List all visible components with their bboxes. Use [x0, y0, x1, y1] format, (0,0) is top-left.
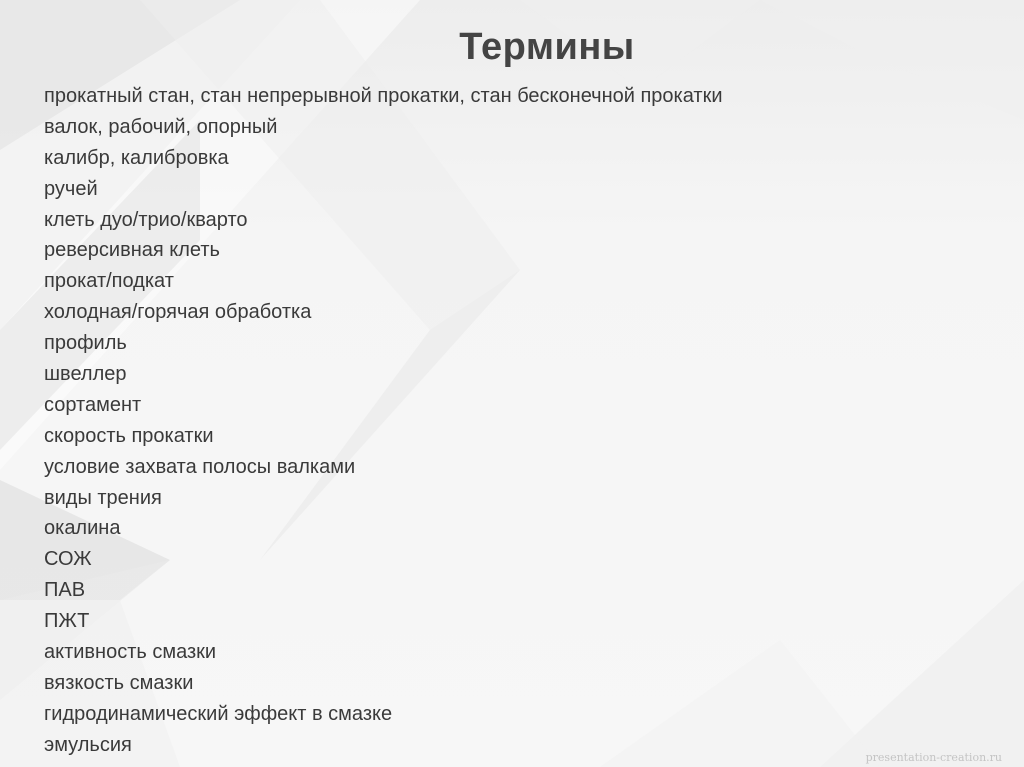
term-item: прокатный стан, стан непрерывной прокатки, стан бесконечной прокатки: [44, 85, 723, 107]
term-item: эмульсия: [44, 733, 132, 756]
term-item: сортамент: [44, 393, 142, 416]
term-item: клеть дуо/трио/кварто: [44, 208, 248, 231]
term-item: гидродинамический эффект в смазке: [44, 702, 393, 725]
term-item: СОЖ: [44, 548, 92, 571]
watermark-text: presentation-creation.ru: [865, 751, 1002, 764]
term-item: калибр, калибровка: [44, 146, 229, 169]
term-item: окалина: [44, 517, 121, 540]
term-item: профиль: [44, 332, 127, 355]
slide-title: Термины: [459, 26, 635, 68]
term-item: скорость прокатки: [44, 424, 214, 447]
term-item: реверсивная клеть: [44, 239, 220, 262]
term-item: вязкость смазки: [44, 671, 194, 694]
term-item: холодная/горячая обработка: [44, 301, 312, 324]
term-item: активность смазки: [44, 641, 217, 664]
term-item: прокат/подкат: [44, 270, 174, 293]
term-item: виды трения: [44, 486, 162, 509]
term-item: ПЖТ: [44, 610, 90, 633]
term-item: ПАВ: [44, 579, 86, 602]
term-item: ручей: [44, 177, 98, 200]
term-item: валок, рабочий, опорный: [44, 115, 278, 138]
term-item: швеллер: [44, 363, 127, 386]
terms-list: [44, 81, 723, 761]
term-item: условие захвата полосы валками: [44, 455, 356, 478]
